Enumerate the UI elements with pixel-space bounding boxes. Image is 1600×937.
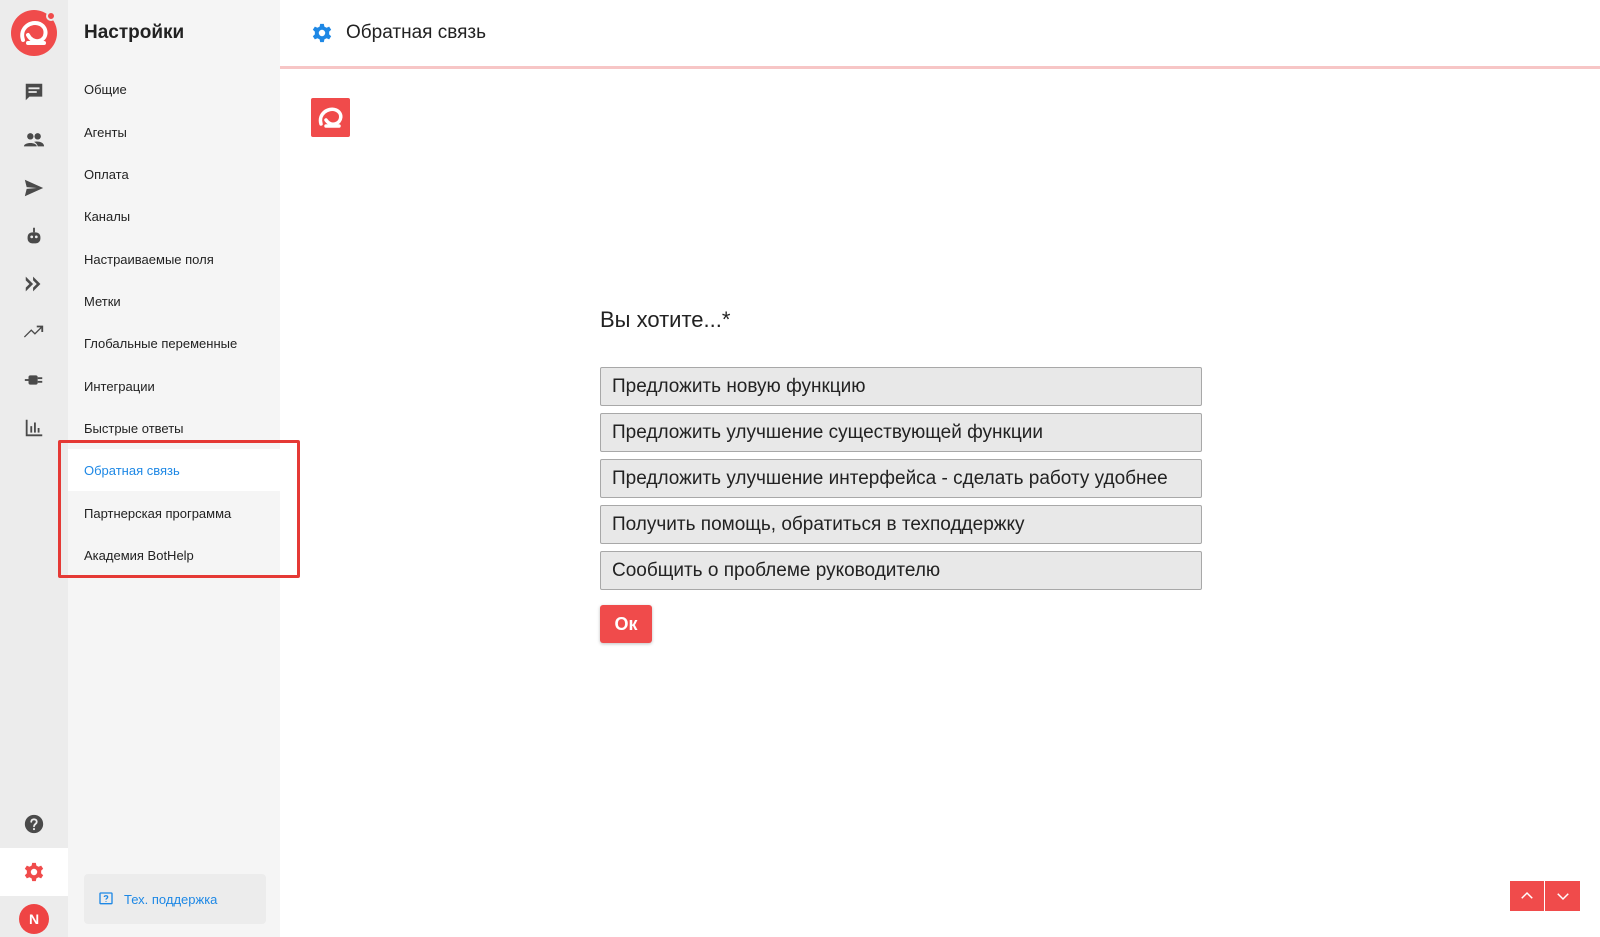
menu-item-tags[interactable]: Метки [84,293,121,309]
scroll-down-button[interactable] [1545,881,1580,911]
highlight-box [58,440,300,578]
rail-integrations[interactable] [0,356,68,404]
gear-icon [311,22,333,44]
rail-chat[interactable] [0,68,68,116]
rail-users[interactable] [0,116,68,164]
scroll-up-button[interactable] [1510,881,1545,911]
rail-settings[interactable] [0,848,68,896]
flows-icon [23,273,45,295]
menu-item-feedback[interactable]: Обратная связь [68,449,280,491]
form-question: Вы хотите...* [600,307,731,332]
menu-item-global-variables[interactable]: Глобальные переменные [84,335,238,351]
settings-icon [23,861,45,883]
stats-icon [23,417,45,439]
support-icon [98,891,114,907]
option-get-support[interactable]: Получить помощь, обратиться в техподдержку [600,505,1202,544]
page-header [280,0,1600,69]
menu-item-integrations[interactable]: Интеграции [84,378,155,394]
chevron-down-icon [1554,887,1572,905]
menu-item-partner-program[interactable]: Партнерская программа [84,505,232,521]
rail-bots[interactable] [0,212,68,260]
option-new-feature[interactable]: Предложить новую функцию [600,367,1202,406]
menu-item-custom-fields[interactable]: Настраиваемые поля [84,251,214,267]
menu-item-general[interactable]: Общие [84,81,127,97]
rail-trend[interactable] [0,308,68,356]
option-improve-interface[interactable]: Предложить улучшение интерфейса - сделать работу удобнее [600,459,1202,498]
help-icon [23,813,45,835]
trend-icon [23,321,45,343]
support-button[interactable] [84,874,266,924]
rail-flows[interactable] [0,260,68,308]
user-avatar[interactable]: N [19,904,49,934]
option-improve-feature[interactable]: Предложить улучшение существующей функции [600,413,1202,452]
menu-item-payment[interactable]: Оплата [84,166,129,182]
send-icon [23,177,45,199]
menu-item-quick-replies[interactable]: Быстрые ответы [84,420,184,436]
rail-broadcast[interactable] [0,164,68,212]
menu-item-channels[interactable]: Каналы [84,208,131,224]
support-label: Тех. поддержка [124,891,218,907]
plug-icon [23,369,45,391]
menu-item-agents[interactable]: Агенты [84,124,127,140]
chat-icon [23,81,45,103]
menu-title: Настройки [84,22,185,43]
chevron-up-icon [1518,887,1536,905]
menu-item-academy[interactable]: Академия BotHelp [84,547,194,563]
option-report-to-manager[interactable]: Сообщить о проблеме руководителю [600,551,1202,590]
users-icon [23,129,45,151]
logo-icon[interactable] [11,10,57,56]
ok-button[interactable]: Ок [600,605,652,643]
rail-help[interactable] [0,800,68,848]
notification-dot [46,11,56,21]
bot-icon [23,225,45,247]
page-title: Обратная связь [346,22,486,43]
form-logo-icon [311,98,350,137]
